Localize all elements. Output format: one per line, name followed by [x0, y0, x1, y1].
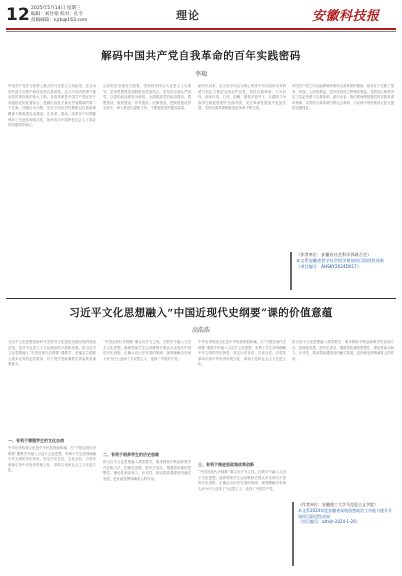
note2-line-1: （作者单位：安徽理工大学马克思主义学院）	[298, 502, 378, 507]
article2-column-2b: 将习近平文化思想融入课堂教学，要求教师不断创新教学内容和方法，把理论讲透、把历史讲活，增强思政课的思想性、理论性和亲和力、针对性，推动思政课建设内涵式发展，更好地发挥铸魂育人的作用。	[103, 460, 191, 481]
page-number: 12	[6, 5, 30, 25]
article2-column-4: 将习近平文化思想融入课堂教学，要求教师不断创新教学内容和方法，把理论讲透、把历史讲活，增强思政课的思想性、理论性和亲和力、针对性，推动思政课建设内涵式发展，更好地发挥铸魂育人的作用。	[292, 340, 394, 361]
editor-line: 编辑：刘付娟 校对：孔令	[31, 12, 83, 17]
note-bar	[290, 252, 292, 290]
article2-subhead-3: 三、有利于推进思政课改革创新	[198, 462, 254, 467]
article2-subhead-2: 二、有利于培养学生的历史思维	[103, 452, 159, 457]
note-text	[296, 252, 394, 270]
article2-author-note	[292, 502, 396, 568]
article2-author: 高浩浩	[191, 327, 210, 334]
note2-line-2: 本文系2024年度安徽省高校思想政治工作能力提升计划项目阶段性成果	[298, 507, 393, 519]
email-line: 投稿邮箱：kjrb@163.com	[31, 18, 88, 23]
section-title: 理论	[176, 9, 200, 22]
note2-bar	[292, 502, 294, 566]
article-divider	[6, 298, 396, 299]
article2-column-1b: 中华优秀传统文化是中华民族的根和魂。在“中国近现代史纲要”课教学中融入习近平文化思想，有利于学生深刻理解中华文明的突出特性，坚定历史自信、文化自信，自觉传承和弘扬中华优秀传统文化、革命文化和社会主义先进文化。	[8, 446, 96, 473]
header-meta	[31, 6, 87, 24]
article1-column-2: 从党的自身建设方面看，党始终坚持以马克思主义为指导，坚持思想建党和制度治党相结合。党坚持全面从严治党，以党的政治建设为统领，全面推进党的政治建设、思想建设、组织建设、作风建设、纪律建设，把制度建设贯穿其中，深入推进反腐败斗争，不断提高党的建设质量。	[103, 84, 191, 111]
article1-column-3: 新时代以来，以习近平同志为核心的党中央以前所未有的勇气和定力推进全面从严治党，坚持自我革命，刀刃向内，刮骨疗毒，打虎、拍蝇、猎狐多管齐下，反腐败斗争取得压倒性胜利并全面巩固，党在革命性锻造中更加坚强，党的自我革命制度规范体系不断完善。	[198, 84, 286, 111]
article2-column-2: “中国近现代史纲要”课以历史为主线，在教学中融入习近平文化思想，能够帮助学生运用唯物史观认识近现代中国的历史进程，正确认识历史发展的规律，深刻理解历史和人民为什么选择了马克思主义、选择了中国共产党。	[103, 340, 191, 361]
header-rule-thin	[6, 31, 396, 32]
article1-title: 解码中国共产党自我革命的百年实践密码	[101, 50, 301, 62]
note-line-1: （作者单位：安徽省社会科学界联合会）	[296, 252, 372, 257]
note2-text	[298, 502, 394, 525]
note2-line-3: （项目编号：sztsjh-2024-1-26）	[298, 519, 360, 525]
article1-column-4: 中国共产党之所以能够始终保持自我革命的精神，根本在于党除了国家、民族、人民的利益，没有任何自己特殊的利益。党的初心使命决定了党必须勇于自我革命。面向未来，我们要深刻把握党的自我革命的规律，以党的自我革命引领社会革命，为实现中华民族伟大复兴提供坚强保证。	[292, 84, 394, 111]
header-rule	[6, 28, 396, 30]
article2-column-1: 习近平文化思想是新时代党领导文化建设实践经验的理论总结，是对马克思主义文化理论的丰富和发展。将习近平文化思想融入“中国近现代史纲要”课教学，是落实立德树人根本任务的必然要求，对于提升思政课教学质量具有重要意义。	[8, 340, 96, 367]
note-line-2: 本文系安徽省哲学社会科学规划项目阶段性成果	[296, 258, 384, 263]
date-line: 2025年5月14日 星期三	[31, 6, 81, 11]
article1-author-note	[290, 252, 394, 292]
newspaper-masthead: 安徽科技报	[312, 9, 380, 24]
article1-column-1: 中国共产党作为世界上最大的马克思主义执政党，在百余年的奋斗历程中始终坚持自我革命，以刀刃向内的勇气推动党的建设新的伟大工程。自我革命是中国共产党区别于其他政党的显著标志，是跳出治乱兴衰历史周期率的第二个答案。回顾百年历程，党在不同历史时期都以自我革命精神不断推进自身建设，在革命、建设、改革各个时期都保持了先进性和纯洁性，始终成为中国特色社会主义事业的坚强领导核心。	[8, 84, 96, 128]
article2-column-3: 中华优秀传统文化是中华民族的根和魂。在“中国近现代史纲要”课教学中融入习近平文化思想，有利于学生深刻理解中华文明的突出特性，坚定历史自信、文化自信，自觉传承和弘扬中华优秀传统文化、革命文化和社会主义先进文化。	[198, 340, 286, 367]
note-line-3: （项目编号：AHSKY2024D017）	[296, 264, 362, 269]
page-header	[0, 0, 402, 34]
article1-author: 李瑞	[194, 71, 207, 78]
article2-title: 习近平文化思想融入“中国近现代史纲要”课的价值意蕴	[69, 307, 333, 319]
article2-subhead-1: 一、有利于增强学生的文化自信	[8, 438, 64, 443]
article2-column-3b: “中国近现代史纲要”课以历史为主线，在教学中融入习近平文化思想，能够帮助学生运用唯物史观认识近现代中国的历史进程，正确认识历史发展的规律，深刻理解历史和人民为什么选择了马克思主义、选择了中国共产党。	[198, 470, 286, 491]
